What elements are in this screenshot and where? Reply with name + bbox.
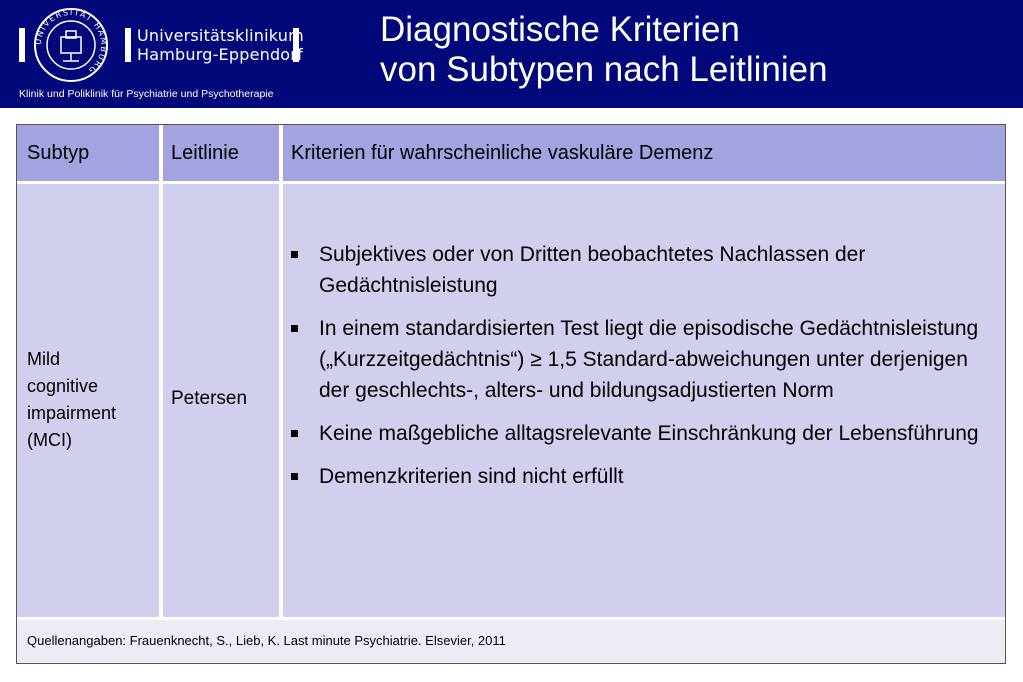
header-kriterien: Kriterien für wahrscheinliche vaskuläre Demenz	[291, 142, 714, 164]
bullet-icon	[291, 430, 298, 437]
seal-text: UNIVERSITÄT HAMBURG	[33, 7, 109, 77]
clinic-name: Klinik und Poliklinik für Psychiatrie und Psychotherapie	[19, 88, 274, 100]
row-divider	[17, 617, 1005, 620]
header-subtyp: Subtyp	[27, 142, 90, 164]
list-item	[287, 461, 1002, 492]
list-item	[287, 418, 1002, 449]
source-reference: Quellenangaben: Frauenknecht, S., Lieb, K. Last minute Psychiatrie. Elsevier, 2011	[27, 633, 506, 648]
criteria-table	[16, 124, 1006, 664]
list-item	[287, 239, 1002, 301]
slide-title-line2: von Subtypen nach Leitlinien	[380, 50, 828, 89]
university-name-line2: Hamburg-Eppendorf	[137, 45, 303, 64]
university-seal-icon	[33, 7, 109, 83]
leitlinie-cell: Petersen	[171, 388, 248, 409]
column-divider	[279, 125, 283, 617]
slide-title-line1: Diagnostische Kriterien	[380, 10, 740, 49]
criterion-text: In einem standardisierten Test liegt die episodische Gedächtnisleistung („Kurzzeitgedächtnis“) ≥ 1,5 Standard-abweichungen unter derjenigen der geschlechts-, alters- und bildungsadjustierten Norm	[319, 317, 979, 402]
university-name	[137, 26, 304, 64]
criterion-text: Keine maßgebliche alltagsrelevante Einschränkung der Lebensführung	[319, 422, 979, 445]
criterion-text: Subjektives oder von Dritten beobachtetes Nachlassen der Gedächtnisleistung	[319, 243, 866, 297]
header-leitlinie: Leitlinie	[171, 142, 239, 164]
list-item	[287, 313, 1002, 406]
header-banner	[0, 0, 1023, 108]
university-name-line1: Universitätsklinikum	[137, 26, 304, 45]
bullet-icon	[291, 251, 298, 258]
criterion-text: Demenzkriterien sind nicht erfüllt	[319, 465, 624, 488]
logo-bar-mid	[125, 28, 131, 62]
subtype-cell	[27, 346, 157, 454]
bullet-icon	[291, 325, 298, 332]
subtype-line: impairment	[27, 403, 117, 423]
bullet-icon	[291, 473, 298, 480]
subtype-line: (MCI)	[27, 430, 72, 450]
logo-bar-left	[19, 28, 25, 62]
subtype-line: Mild	[27, 349, 61, 369]
row-divider	[17, 181, 1005, 184]
criteria-list	[287, 239, 1002, 504]
subtype-line: cognitive	[27, 376, 99, 396]
svg-text:UNIVERSITÄT HAMBURG	[34, 8, 108, 76]
column-divider	[159, 125, 163, 617]
slide-title	[380, 10, 828, 90]
